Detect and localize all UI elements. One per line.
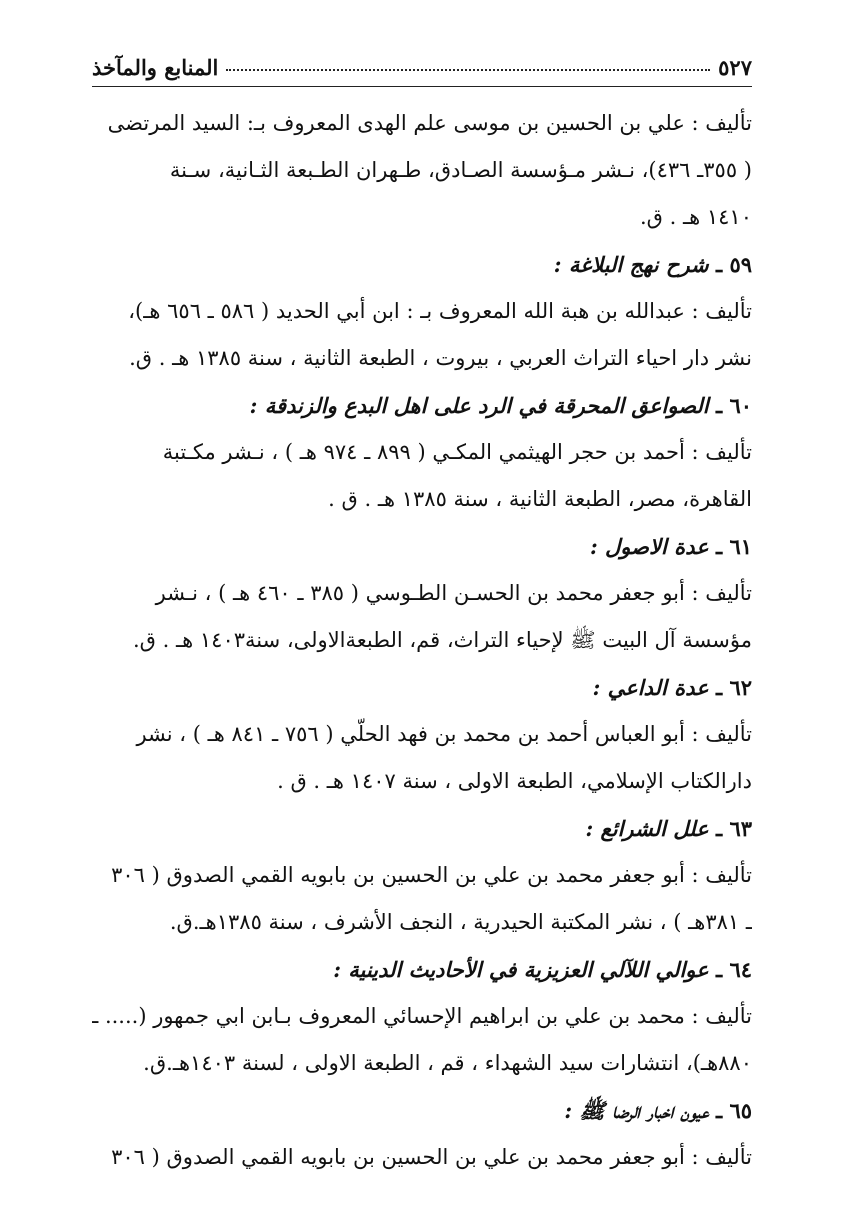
entry-text-line: ١٤١٠ هـ . ق. [639, 205, 752, 229]
entry-title [92, 523, 752, 570]
entry-title-text: شرح نهج البلاغة : [553, 252, 709, 277]
entry-number: ٦٤ ـ [715, 957, 752, 982]
entry-text-line: تأليف : أبو العباس أحمد بن محمد بن فهد الحلّي ( ٧٥٦ ـ ٨٤١ هـ ) ، نشر [136, 722, 752, 746]
entry-number: ٥٩ ـ [715, 252, 752, 277]
entry-text-line: دارالكتاب الإسلامي، الطبعة الاولى ، سنة ١٤٠٧ هـ . ق . [277, 769, 752, 793]
entry-text-line: تأليف : محمد بن علي بن ابراهيم الإحسائي المعروف بـابن ابي جمهور (..... ـ [92, 1004, 752, 1028]
entry-title [92, 946, 752, 993]
entry-number: ٦٠ ـ [715, 393, 752, 418]
entry-text-line: تأليف : أحمد بن حجر الهيثمي المكـي ( ٨٩٩ ـ ٩٧٤ هـ ) ، نـشر مكـتبة [162, 440, 752, 464]
entry-text-line: نشر دار احياء التراث العربي ، بيروت ، الطبعة الثانية ، سنة ١٣٨٥ هـ . ق. [129, 346, 752, 370]
entry-text-line: تأليف : أبو جعفر محمد بن علي بن الحسين بن بابويه القمي الصدوق ( ٣٠٦ [111, 863, 752, 887]
entry-title-text: عيون اخبار الرضا ﷺ : [564, 1098, 709, 1123]
entry-text-line: تأليف : علي بن الحسين بن موسى علم الهدى المعروف بـ: السيد المرتضى [107, 111, 752, 135]
entry-title [92, 1087, 752, 1134]
entry-text-line: ـ ٣٨١هـ ) ، نشر المكتبة الحيدرية ، النجف الأشرف ، سنة ١٣٨٥هـ.ق. [169, 910, 752, 934]
entry-number: ٦٢ ـ [715, 675, 752, 700]
entry-text-line: تأليف : عبدالله بن هبة الله المعروف بـ : ابن أبي الحديد ( ٥٨٦ ـ ٦٥٦ هـ)، [128, 299, 752, 323]
entry-title [92, 664, 752, 711]
entry-number: ٦٥ ـ [715, 1098, 752, 1123]
entry-title [92, 241, 752, 288]
entry-title-text: عدة الاصول : [589, 534, 709, 559]
entry-title-text: علل الشرائع : [585, 816, 709, 841]
entry-number: ٦٣ ـ [715, 816, 752, 841]
entry-title [92, 805, 752, 852]
entry-number: ٦١ ـ [715, 534, 752, 559]
entry-text-line: ٨٨٠هـ)، انتشارات سيد الشهداء ، قم ، الطبعة الاولى ، لسنة ١٤٠٣هـ.ق. [143, 1051, 752, 1075]
entry-text-line: ( ٣٥٥ـ ٤٣٦)، نـشر مـؤسسة الصـادق، طـهران الطـبعة الثـانية، سـنة [169, 158, 752, 182]
running-head-title: المنابع والمآخذ [92, 55, 219, 80]
leader-dots [226, 69, 710, 71]
entry-text-line: تأليف : أبو جعفر محمد بن علي بن الحسين بن بابويه القمي الصدوق ( ٣٠٦ [111, 1145, 752, 1169]
entry-title-text: عدة الداعي : [592, 675, 709, 700]
entry-text-line: مؤسسة آل البيت ﷺ لإحياء التراث، قم، الطبعةالاولى، سنة١٤٠٣ هـ . ق. [132, 628, 752, 652]
entry-text-line: القاهرة، مصر، الطبعة الثانية ، سنة ١٣٨٥ هـ . ق . [328, 487, 752, 511]
bibliography-list [92, 100, 752, 1181]
entry-title-text: عوالي اللآلي العزيزية في الأحاديث الدينية : [333, 957, 709, 982]
page-number: ٥٢٧ [718, 55, 752, 80]
entry-title [92, 382, 752, 429]
entry-title-text: الصواعق المحرقة في الرد على اهل البدع والزندقة : [249, 393, 709, 418]
entry-text-line: تأليف : أبو جعفر محمد بن الحسـن الطـوسي ( ٣٨٥ ـ ٤٦٠ هـ ) ، نـشر [155, 581, 752, 605]
running-head [92, 40, 752, 80]
header-rule [92, 86, 752, 87]
